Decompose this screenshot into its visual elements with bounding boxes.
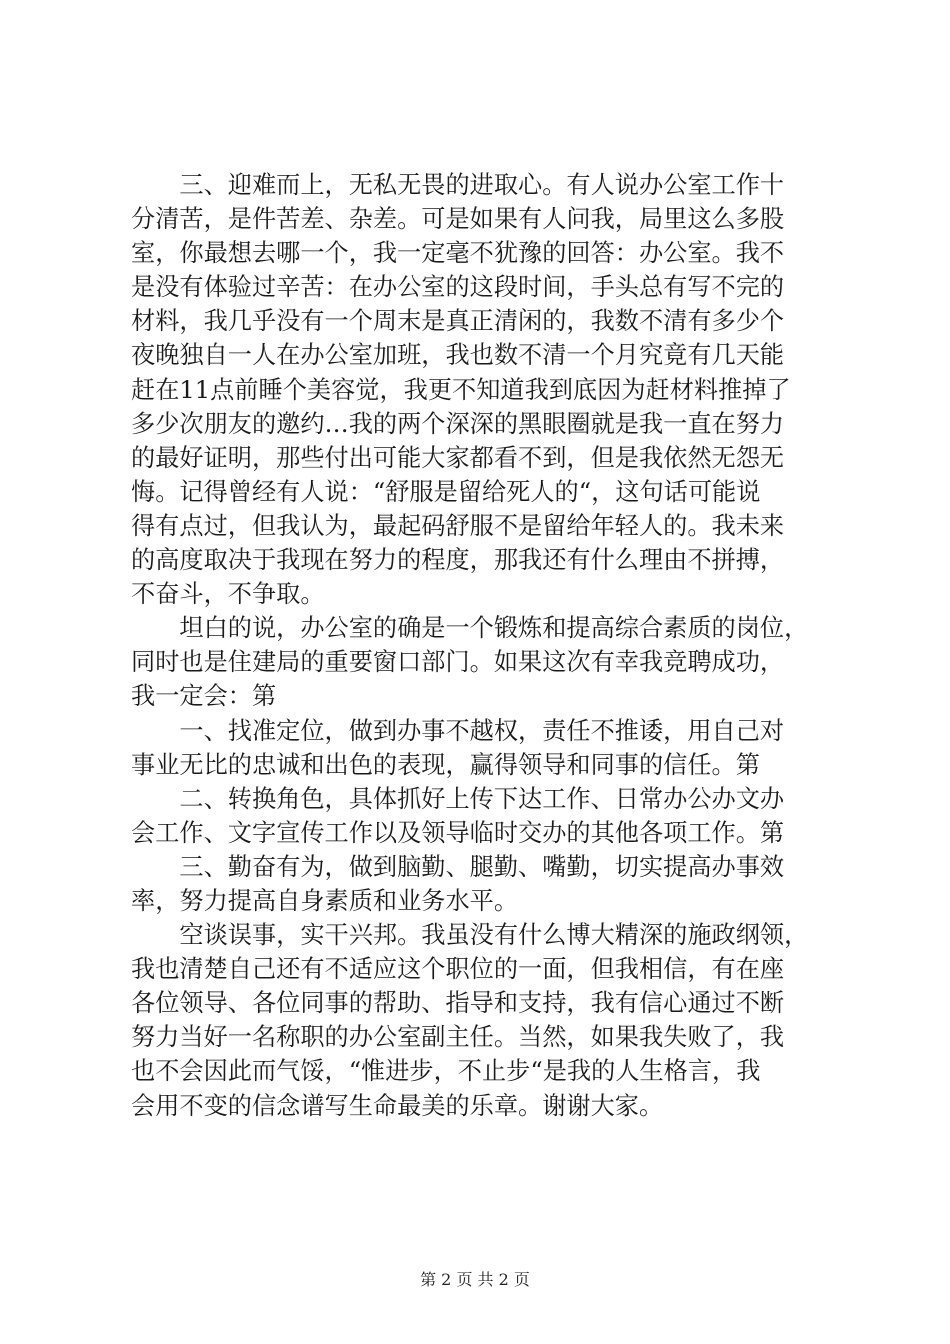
text-line: 也不会因此而气馁，“惟进步，不止步“是我的人生格言，我 bbox=[131, 1057, 761, 1086]
text-line: 的高度取决于我现在努力的程度，那我还有什么理由不拼搏， bbox=[131, 546, 785, 575]
text-line: 会用不变的信念谱写生命最美的乐章。谢谢大家。 bbox=[131, 1091, 664, 1120]
text-line: 努力当好一名称职的办公室副主任。当然，如果我失败了，我 bbox=[131, 1023, 785, 1052]
text-line: 坦白的说，办公室的确是一个锻炼和提高综合素质的岗位， bbox=[131, 614, 809, 643]
text-line: 不奋斗，不争取。 bbox=[131, 580, 325, 609]
text-line: 一、找准定位，做到办事不越权，责任不推诿，用自己对 bbox=[131, 716, 785, 745]
text-line: 赶在11点前睡个美容觉，我更不知道我到底因为赶材料推掉了 bbox=[131, 375, 791, 404]
text-line: 材料，我几乎没有一个周末是真正清闲的，我数不清有多少个 bbox=[131, 307, 785, 336]
text-line: 是没有体验过辛苦：在办公室的这段时间，手头总有写不完的 bbox=[131, 273, 785, 302]
text-line: 的最好证明，那些付出可能大家都看不到，但是我依然无怨无 bbox=[131, 443, 785, 472]
text-line: 得有点过，但我认为，最起码舒服不是留给年轻人的。我未来 bbox=[131, 511, 785, 540]
text-line: 二、转换角色，具体抓好上传下达工作、日常办公办文办 bbox=[131, 784, 785, 813]
text-line: 三、勤奋有为，做到脑勤、腿勤、嘴勤，切实提高办事效 bbox=[131, 852, 785, 881]
text-line: 同时也是住建局的重要窗口部门。如果这次有幸我竞聘成功， bbox=[131, 648, 785, 677]
text-line: 我一定会：第 bbox=[131, 682, 277, 711]
text-line: 多少次朋友的邀约…我的两个深深的黑眼圈就是我一直在努力 bbox=[131, 409, 785, 438]
text-line: 三、迎难而上，无私无畏的进取心。有人说办公室工作十 bbox=[131, 171, 785, 199]
text-line: 各位领导、各位同事的帮助、指导和支持，我有信心通过不断 bbox=[131, 989, 785, 1018]
text-line: 空谈误事，实干兴邦。我虽没有什么博大精深的施政纲领， bbox=[131, 921, 809, 950]
text-line: 夜晚独自一人在办公室加班，我也数不清一个月究竟有几天能 bbox=[131, 341, 785, 370]
text-line: 率，努力提高自身素质和业务水平。 bbox=[131, 886, 519, 915]
page-footer: 第 2 页 共 2 页 bbox=[420, 1270, 530, 1289]
text-line: 悔。记得曾经有人说：“舒服是留给死人的“，这句话可能说 bbox=[131, 477, 761, 506]
text-line: 分清苦，是件苦差、杂差。可是如果有人问我，局里这么多股 bbox=[131, 205, 785, 234]
text-line: 我也清楚自己还有不适应这个职位的一面，但我相信，有在座 bbox=[131, 955, 785, 984]
text-line: 事业无比的忠诚和出色的表现，赢得领导和同事的信任。第 bbox=[131, 750, 760, 779]
body-text bbox=[131, 168, 831, 1123]
text-line: 会工作、文字宣传工作以及领导临时交办的其他各项工作。第 bbox=[131, 818, 785, 847]
text-line: 室，你最想去哪一个，我一定毫不犹豫的回答：办公室。我不 bbox=[131, 239, 785, 268]
